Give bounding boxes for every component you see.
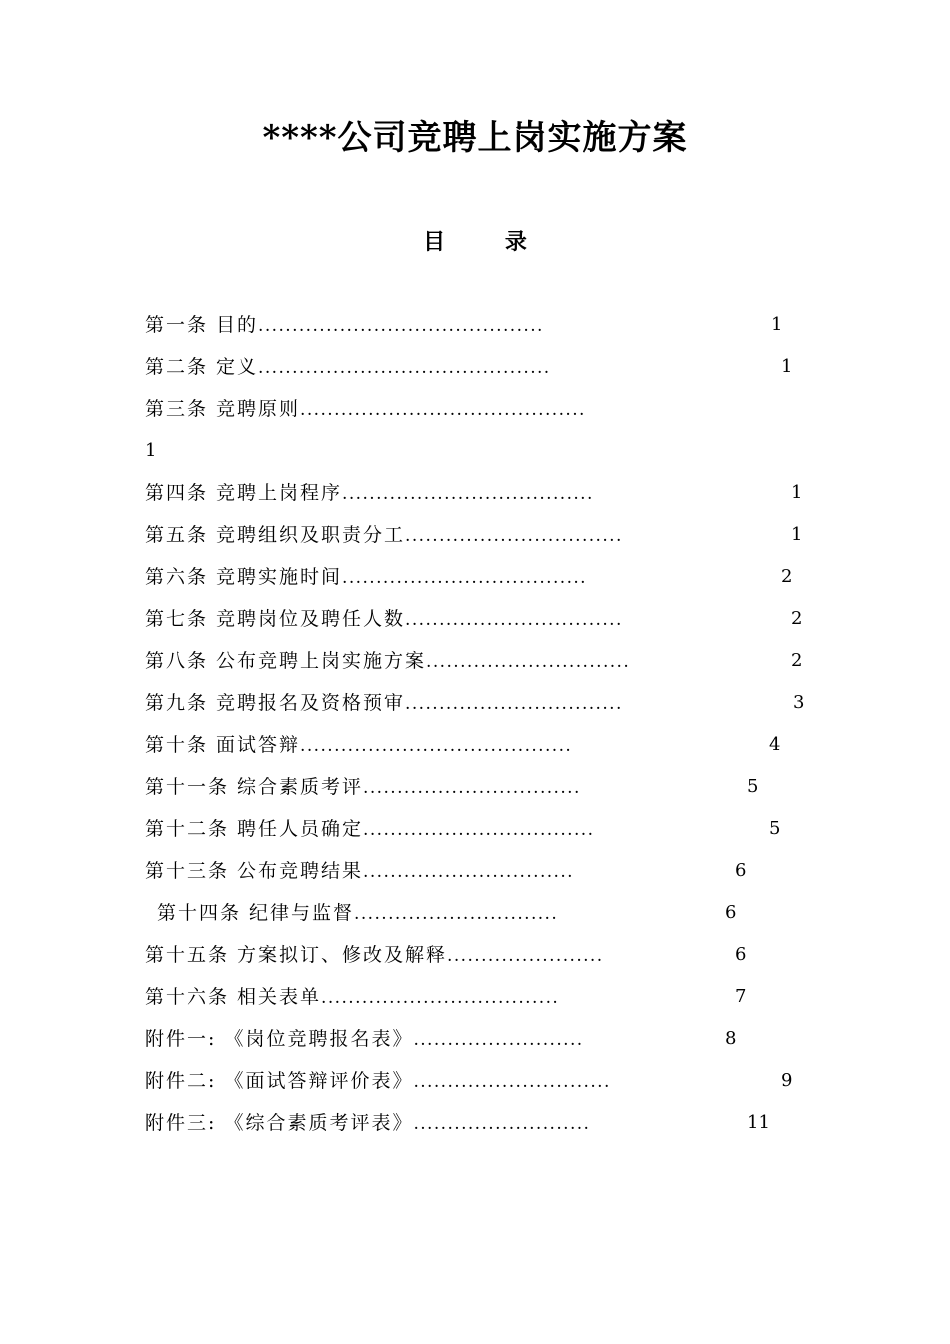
toc-leader-dots: ............................. (413, 1072, 611, 1092)
toc-entry[interactable] (145, 1102, 770, 1144)
toc-entry[interactable] (145, 724, 781, 766)
toc-entry[interactable] (145, 514, 803, 556)
toc-entry[interactable] (145, 976, 747, 1018)
toc-entry-label: 第十一条 综合素质考评 (145, 776, 364, 798)
toc-entry[interactable] (145, 808, 781, 850)
toc-entry-label: 第九条 竞聘报名及资格预审 (145, 692, 406, 714)
toc-leader-dots: ....................... (447, 946, 604, 966)
toc-leader-dots: ..................................... (342, 484, 594, 504)
toc-entry[interactable] (145, 1060, 793, 1102)
toc-page-number: 2 (791, 650, 803, 671)
toc-entry-label: 第七条 竞聘岗位及聘任人数 (145, 608, 406, 630)
toc-leader-dots: ............................... (363, 862, 574, 882)
toc-entry-label: 第六条 竞聘实施时间 (145, 566, 343, 588)
toc-page-number: 11 (747, 1112, 770, 1133)
toc-entry-label: 第八条 公布竞聘上岗实施方案 (145, 650, 427, 672)
toc-leader-dots: ................................ (405, 694, 623, 714)
toc-leader-dots: .................................... (342, 568, 587, 588)
toc-page-number: 6 (725, 902, 737, 923)
toc-entry-label: 第一条 目的 (145, 314, 259, 336)
toc-leader-dots: ................................ (405, 526, 623, 546)
toc-leader-dots: .............................. (354, 904, 559, 924)
page-title: ****公司竞聘上岗实施方案 (262, 118, 688, 158)
toc-leader-dots: ................................ (363, 778, 581, 798)
toc-leader-dots: ......................... (413, 1030, 584, 1050)
toc-page-number: 5 (747, 776, 759, 797)
toc-page-number: 1 (791, 482, 803, 503)
toc-page-number: 1 (771, 314, 783, 335)
toc-entry-label: 第十五条 方案拟订、修改及解释 (145, 944, 448, 966)
toc-entry[interactable] (145, 388, 586, 461)
toc-page-number: 2 (791, 608, 803, 629)
toc-page-number: 6 (735, 944, 747, 965)
toc-entry-label: 附件二: 《面试答辩评价表》 (145, 1070, 414, 1092)
toc-entry[interactable] (145, 850, 747, 892)
toc-entry-label: 第二条 定义 (145, 356, 259, 378)
toc-leader-dots: ........................................ (300, 736, 573, 756)
toc-leader-dots: ................................... (321, 988, 560, 1008)
toc-entry[interactable] (145, 598, 803, 640)
toc-leader-dots: .......................................... (258, 316, 544, 336)
toc-page-number: 6 (735, 860, 747, 881)
toc-entry[interactable] (145, 682, 805, 724)
toc-entry-label: 第十四条 纪律与监督 (157, 902, 355, 924)
toc-page-number: 4 (769, 734, 781, 755)
toc-entry[interactable] (145, 766, 759, 808)
toc-entry-label: 第四条 竞聘上岗程序 (145, 482, 343, 504)
toc-leader-dots: .......................... (413, 1114, 591, 1134)
toc-entry-label: 第十条 面试答辩 (145, 734, 301, 756)
toc-leader-dots: .......................................... (300, 400, 586, 420)
toc-page-number: 5 (769, 818, 781, 839)
toc-page-number: 7 (735, 986, 747, 1007)
toc-page-number: 1 (791, 524, 803, 545)
toc-entry[interactable] (145, 304, 783, 346)
toc-page-number: 1 (781, 356, 793, 377)
toc-entry[interactable] (145, 556, 793, 598)
toc-entry-label: 第十六条 相关表单 (145, 986, 322, 1008)
toc-page-number: 9 (781, 1070, 793, 1091)
toc-page-number: 3 (793, 692, 805, 713)
toc-entry-label: 附件一: 《岗位竞聘报名表》 (145, 1028, 414, 1050)
toc-entry[interactable] (157, 892, 737, 934)
toc-page-number: 1 (145, 440, 157, 461)
toc-entry-label: 第五条 竞聘组织及职责分工 (145, 524, 406, 546)
toc-entry-label: 第三条 竞聘原则 (145, 398, 301, 420)
toc-leader-dots: .................................. (363, 820, 595, 840)
toc-entry[interactable] (145, 640, 803, 682)
toc-entry[interactable] (145, 934, 747, 976)
toc-entry[interactable] (145, 472, 803, 514)
toc-entry[interactable] (145, 346, 793, 388)
toc-entry-label: 第十二条 聘任人员确定 (145, 818, 364, 840)
toc-entry-label: 附件三: 《综合素质考评表》 (145, 1112, 414, 1134)
toc-leader-dots: ........................................... (258, 358, 551, 378)
toc-page-number: 8 (725, 1028, 737, 1049)
toc-leader-dots: .............................. (426, 652, 631, 672)
toc-entry-label: 第十三条 公布竞聘结果 (145, 860, 364, 882)
toc-page-number: 2 (781, 566, 793, 587)
toc-leader-dots: ................................ (405, 610, 623, 630)
toc-entry[interactable] (145, 1018, 737, 1060)
toc-heading: 目 录 (423, 229, 553, 255)
